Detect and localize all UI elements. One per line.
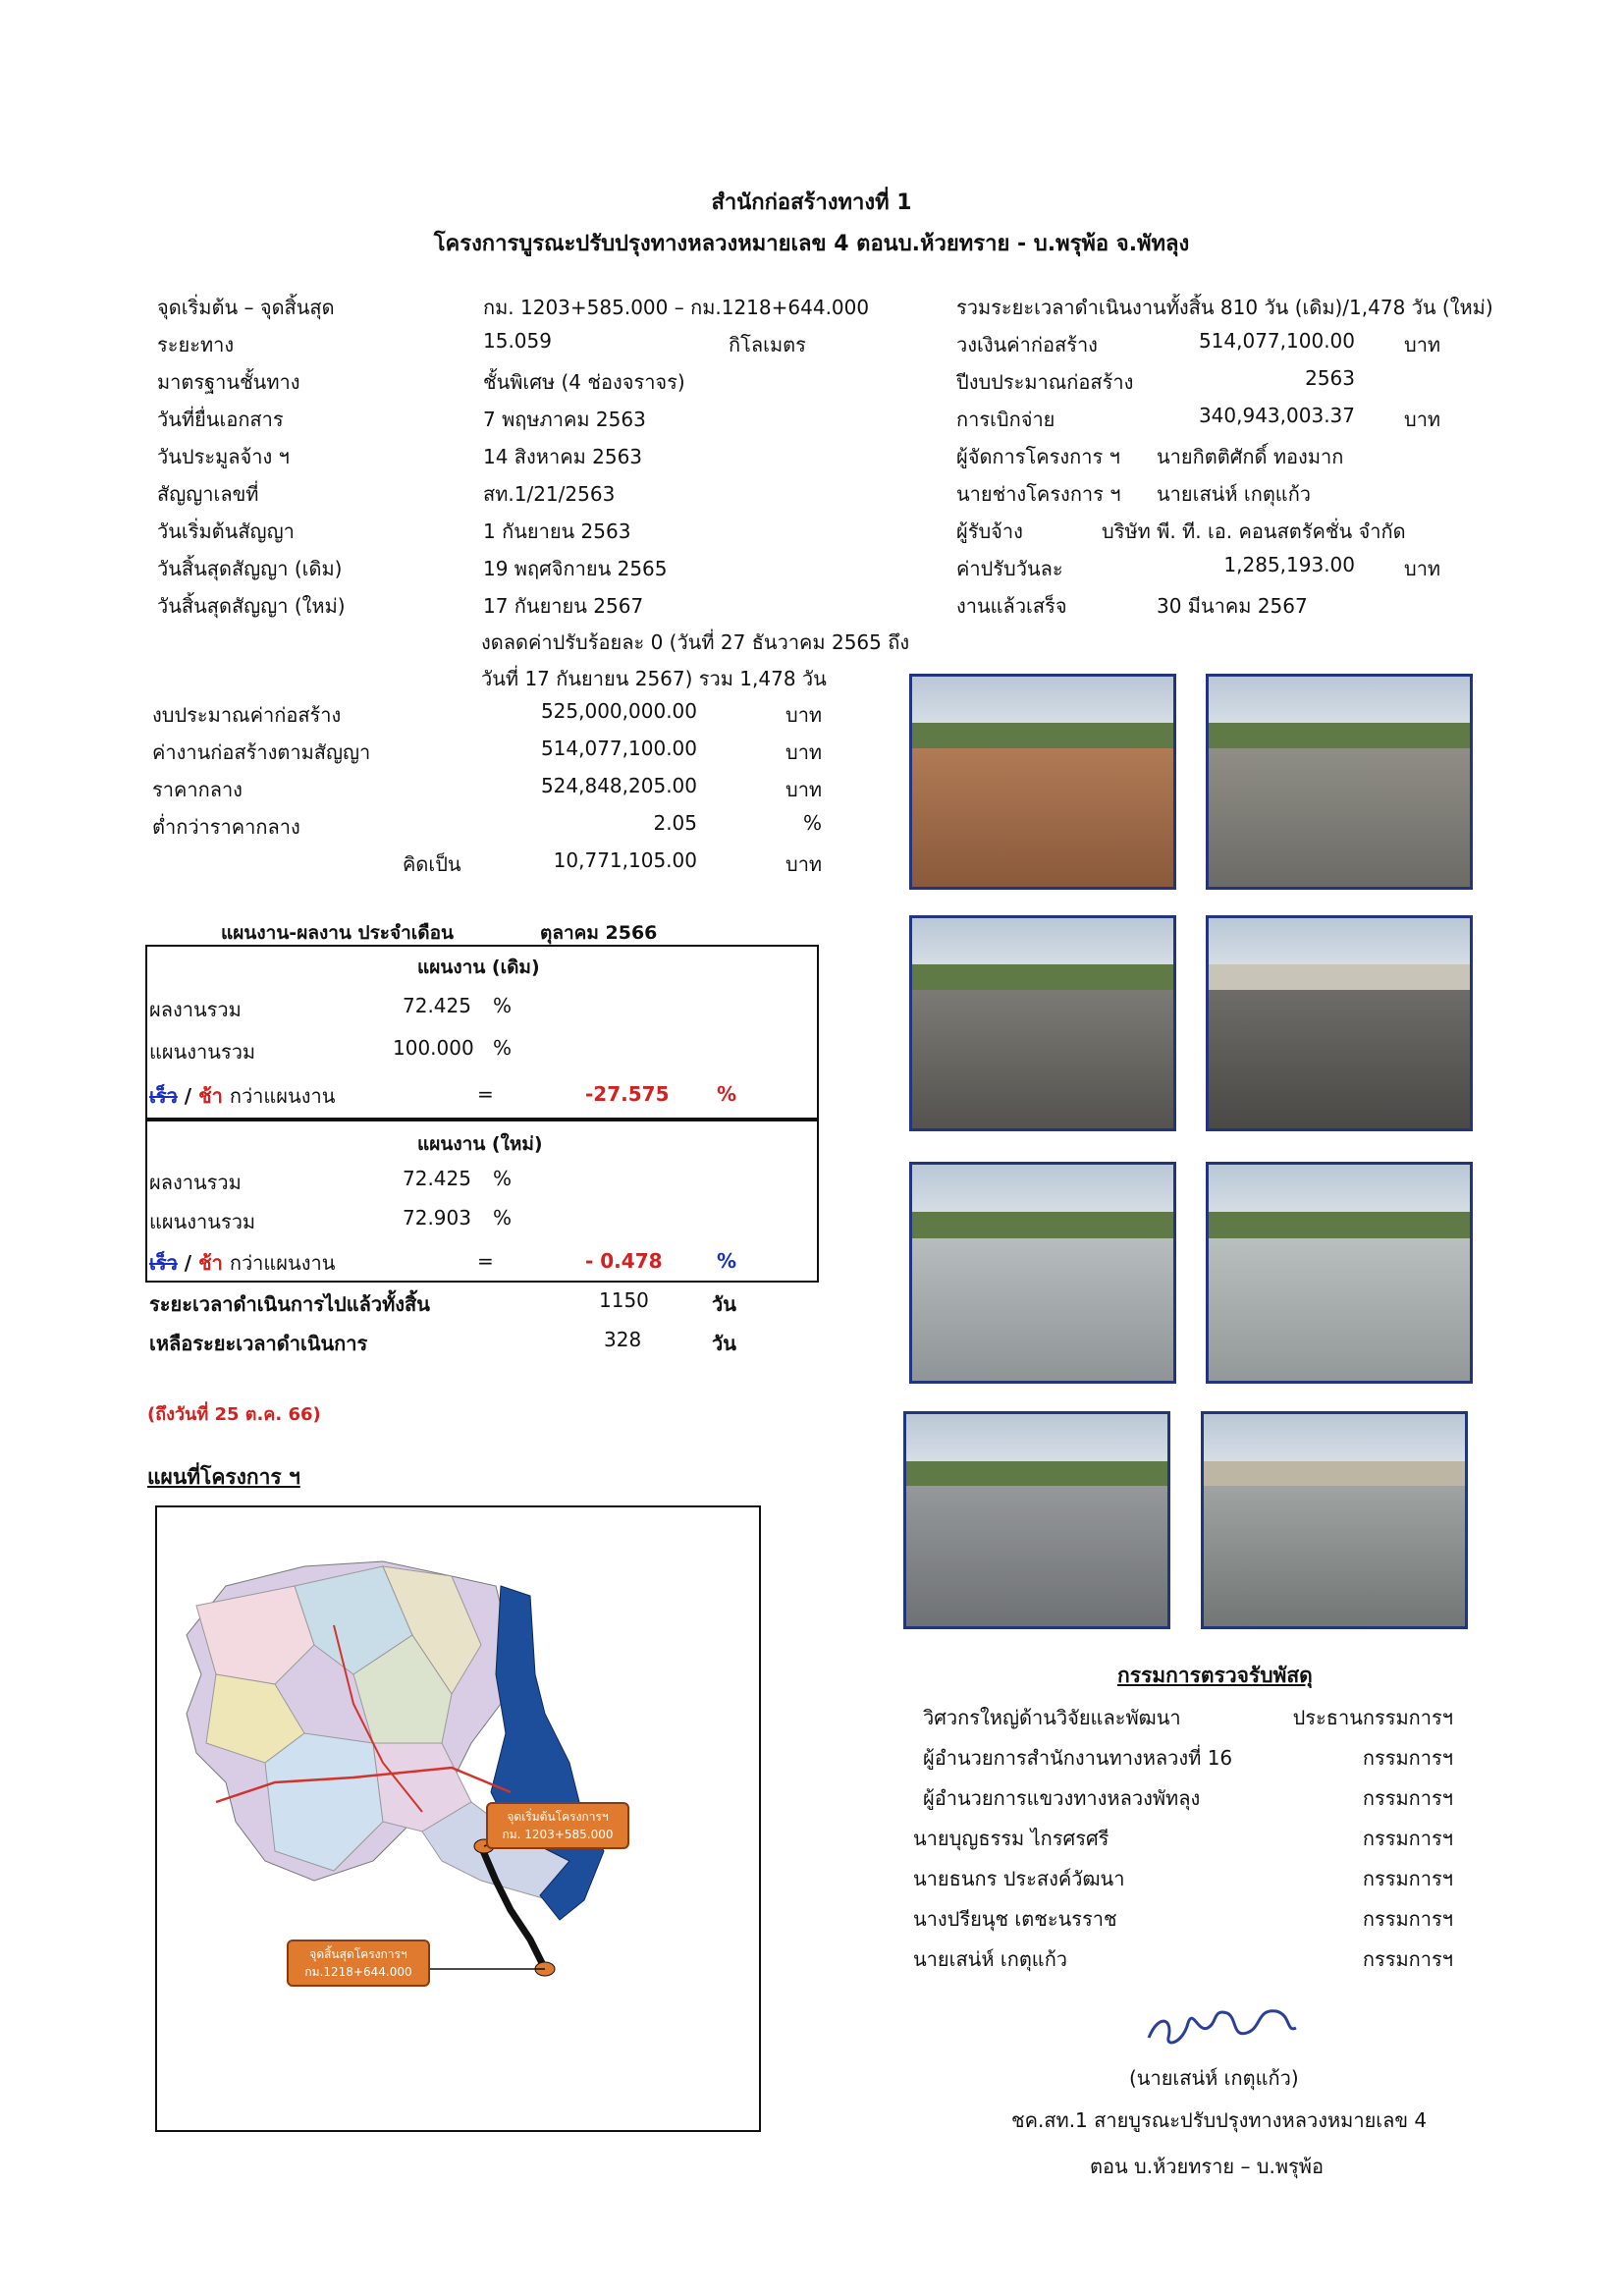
committee-member-name: นางปรียนุช เตชะนรราช <box>913 1907 1117 1931</box>
budget-unit: บาท <box>785 852 823 876</box>
old-slow-label: ช้า <box>198 1084 223 1108</box>
committee-member-name: วิศวกรใหญ่ด้านวิจัยและพัฒนา <box>923 1706 1181 1729</box>
right-info-value: 1,285,193.00 <box>1223 553 1355 576</box>
left-info-value: กม. 1203+585.000 – กม.1218+644.000 <box>483 296 870 319</box>
right-info-label: งานแล้วเสร็จ <box>956 594 1067 618</box>
penalty-note-2: วันที่ 17 กันยายน 2567) รวม 1,478 วัน <box>481 667 827 690</box>
right-info-unit: บาท <box>1404 333 1441 356</box>
committee-member-role: กรรมการฯ <box>1362 1746 1453 1770</box>
left-info-label: วันสิ้นสุดสัญญา (เดิม) <box>157 557 343 580</box>
right-info-label: รวมระยะเวลาดำเนินงานทั้งสิ้น 810 วัน (เดิม)/1,478 วัน (ใหม่) <box>956 296 1493 319</box>
photo-road-4 <box>1206 915 1473 1131</box>
committee-member-name: ผู้อำนวยการแขวงทางหลวงพัทลุง <box>923 1786 1201 1810</box>
committee-member-role: กรรมการฯ <box>1362 1786 1453 1810</box>
right-info-value: 2563 <box>1305 366 1355 390</box>
left-info-value: 1 กันยายน 2563 <box>483 519 631 543</box>
map-end-label: จุดสิ้นสุดโครงการฯ <box>309 1947 407 1961</box>
remain-unit: วัน <box>712 1332 736 1355</box>
budget-label: ต่ำกว่าราคากลาง <box>152 815 300 839</box>
committee-member-role: กรรมการฯ <box>1362 1867 1453 1890</box>
old-actual-label: ผลงานรวม <box>149 998 242 1021</box>
old-actual-pct: % <box>493 994 513 1017</box>
photo-road-5 <box>909 1162 1176 1384</box>
remain-label: เหลือระยะเวลาดำเนินการ <box>149 1332 368 1355</box>
new-slow-label: ช้า <box>198 1251 223 1275</box>
left-info-label: วันสิ้นสุดสัญญา (ใหม่) <box>157 594 346 618</box>
new-plan-value: 72.903 <box>403 1206 471 1230</box>
budget-label: คิดเป็น <box>403 852 461 876</box>
map-start-km: กม. 1203+585.000 <box>502 1828 614 1841</box>
old-fast-label: เร็ว <box>149 1084 178 1108</box>
right-info-label: นายช่างโครงการ ฯ <box>956 482 1121 506</box>
right-info-value: นายเสน่ห์ เกตุแก้ว <box>1157 482 1312 506</box>
new-diff: - 0.478 <box>585 1249 663 1273</box>
elapsed-label: ระยะเวลาดำเนินการไปแล้วทั้งสิ้น <box>149 1292 430 1316</box>
new-eq: = <box>477 1249 494 1273</box>
committee-member-name: ผู้อำนวยการสำนักงานทางหลวงที่ 16 <box>923 1746 1233 1770</box>
photo-road-3 <box>909 915 1176 1131</box>
signature-name: (นายเสน่ห์ เกตุแก้ว) <box>1129 2066 1299 2090</box>
signature-line-1: ชค.สท.1 สายบูรณะปรับปรุงทางหลวงหมายเลข 4 <box>1011 2108 1428 2132</box>
new-compare-row: เร็ว / ช้า กว่าแผนงาน <box>149 1251 336 1275</box>
old-compare-label: กว่าแผนงาน <box>229 1084 336 1108</box>
old-diff: -27.575 <box>585 1082 670 1106</box>
old-plan-value: 100.000 <box>393 1036 474 1060</box>
penalty-note-1: งดลดค่าปรับร้อยละ 0 (วันที่ 27 ธันวาคม 2565 ถึง <box>481 630 910 654</box>
new-plan-label: แผนงานรวม <box>149 1210 256 1233</box>
map-end-km: กม.1218+644.000 <box>304 1965 412 1979</box>
new-actual-value: 72.425 <box>403 1167 471 1190</box>
budget-value: 514,077,100.00 <box>540 737 697 760</box>
map-end-callout <box>287 1940 430 1987</box>
right-info-value: 514,077,100.00 <box>1198 329 1355 353</box>
right-info-value: 340,943,003.37 <box>1198 404 1355 427</box>
left-info-label: วันที่ยื่นเอกสาร <box>157 408 284 431</box>
remain-value: 328 <box>604 1328 642 1351</box>
right-info-label: ผู้รับจ้าง <box>956 519 1023 543</box>
left-info-label: มาตรฐานชั้นทาง <box>157 370 300 394</box>
right-info-label: ค่าปรับวันละ <box>956 557 1063 580</box>
left-info-value: 15.059 <box>483 329 552 353</box>
left-info-label: จุดเริ่มต้น – จุดสิ้นสุด <box>157 296 335 319</box>
office-title: สำนักก่อสร้างทางที่ 1 <box>711 191 912 215</box>
committee-member-role: กรรมการฯ <box>1362 1827 1453 1850</box>
photo-road-1 <box>909 674 1176 890</box>
right-info-value: 30 มีนาคม 2567 <box>1157 594 1308 618</box>
left-info-value: ชั้นพิเศษ (4 ช่องจราจร) <box>483 370 685 394</box>
old-compare-row: เร็ว / ช้า กว่าแผนงาน <box>149 1084 336 1108</box>
elapsed-unit: วัน <box>712 1292 736 1316</box>
map-start-label: จุดเริ่มต้นโครงการฯ <box>507 1810 609 1824</box>
signature-line-2: ตอน บ.ห้วยทราย – บ.พรุพ้อ <box>1090 2155 1324 2178</box>
budget-label: งบประมาณค่าก่อสร้าง <box>152 703 342 727</box>
right-info-value: บริษัท พี. ที. เอ. คอนสตรัคชั่น จำกัด <box>1102 519 1406 543</box>
map-start-callout <box>486 1802 629 1849</box>
committee-member-name: นายบุญธรรม ไกรศรศรี <box>913 1827 1109 1850</box>
left-info-label: วันเริ่มต้นสัญญา <box>157 519 295 543</box>
plan-old-heading: แผนงาน (เดิม) <box>417 957 540 978</box>
new-compare-label: กว่าแผนงาน <box>229 1251 336 1275</box>
old-eq: = <box>477 1082 494 1106</box>
new-diff-pct: % <box>717 1249 737 1273</box>
plan-new-heading: แผนงาน (ใหม่) <box>417 1133 543 1155</box>
photo-road-6 <box>1206 1162 1473 1384</box>
elapsed-value: 1150 <box>599 1288 649 1312</box>
left-info-label: สัญญาเลขที่ <box>157 482 259 506</box>
as-of-date: (ถึงวันที่ 25 ต.ค. 66) <box>147 1404 321 1425</box>
left-info-value: 17 กันยายน 2567 <box>483 594 644 618</box>
committee-member-name: นายธนกร ประสงค์วัฒนา <box>913 1867 1125 1890</box>
budget-unit: % <box>803 811 823 835</box>
left-info-value: 7 พฤษภาคม 2563 <box>483 408 646 431</box>
budget-unit: บาท <box>785 703 823 727</box>
budget-value: 10,771,105.00 <box>553 848 697 872</box>
right-info-label: วงเงินค่าก่อสร้าง <box>956 333 1098 356</box>
left-info-label: ระยะทาง <box>157 333 235 356</box>
new-fast-label: เร็ว <box>149 1251 178 1275</box>
old-plan-label: แผนงานรวม <box>149 1040 256 1064</box>
committee-member-role: กรรมการฯ <box>1362 1907 1453 1931</box>
committee-member-role: ประธานกรรมการฯ <box>1292 1706 1453 1729</box>
budget-value: 524,848,205.00 <box>540 774 697 797</box>
photo-road-2 <box>1206 674 1473 890</box>
old-plan-pct: % <box>493 1036 513 1060</box>
map-graphic <box>157 1507 759 2130</box>
old-diff-pct: % <box>717 1082 737 1106</box>
new-plan-pct: % <box>493 1206 513 1230</box>
committee-title: กรรมการตรวจรับพัสดุ <box>1117 1664 1313 1687</box>
project-map <box>155 1505 761 2132</box>
right-info-unit: บาท <box>1404 557 1441 580</box>
budget-label: ค่างานก่อสร้างตามสัญญา <box>152 740 371 764</box>
photo-road-8 <box>1201 1411 1468 1629</box>
left-info-label: วันประมูลจ้าง ฯ <box>157 445 290 468</box>
committee-member-role: กรรมการฯ <box>1362 1947 1453 1971</box>
map-title: แผนที่โครงการ ฯ <box>147 1465 300 1489</box>
budget-value: 525,000,000.00 <box>540 699 697 723</box>
left-info-value: สท.1/21/2563 <box>483 482 616 506</box>
budget-value: 2.05 <box>653 811 697 835</box>
new-actual-label: ผลงานรวม <box>149 1171 242 1194</box>
right-info-unit: บาท <box>1404 408 1441 431</box>
right-info-value: นายกิตติศักดิ์ ทองมาก <box>1157 445 1344 468</box>
left-info-value: 14 สิงหาคม 2563 <box>483 445 643 468</box>
old-actual-value: 72.425 <box>403 994 471 1017</box>
new-actual-pct: % <box>493 1167 513 1190</box>
signature-mark <box>1139 1994 1306 2062</box>
right-info-label: ปีงบประมาณก่อสร้าง <box>956 370 1134 394</box>
project-title: โครงการบูรณะปรับปรุงทางหลวงหมายเลข 4 ตอนบ.ห้วยทราย - บ.พรุพ้อ จ.พัทลุง <box>433 232 1190 256</box>
budget-label: ราคากลาง <box>152 778 243 801</box>
committee-member-name: นายเสน่ห์ เกตุแก้ว <box>913 1947 1068 1971</box>
right-info-label: ผู้จัดการโครงการ ฯ <box>956 445 1120 468</box>
photo-road-7 <box>903 1411 1170 1629</box>
budget-unit: บาท <box>785 740 823 764</box>
left-info-value: 19 พฤศจิกายน 2565 <box>483 557 668 580</box>
right-info-label: การเบิกจ่าย <box>956 408 1055 431</box>
left-info-unit: กิโลเมตร <box>729 333 806 356</box>
budget-unit: บาท <box>785 778 823 801</box>
progress-month: ตุลาคม 2566 <box>540 922 658 944</box>
progress-title: แผนงาน-ผลงาน ประจำเดือน <box>221 922 455 944</box>
